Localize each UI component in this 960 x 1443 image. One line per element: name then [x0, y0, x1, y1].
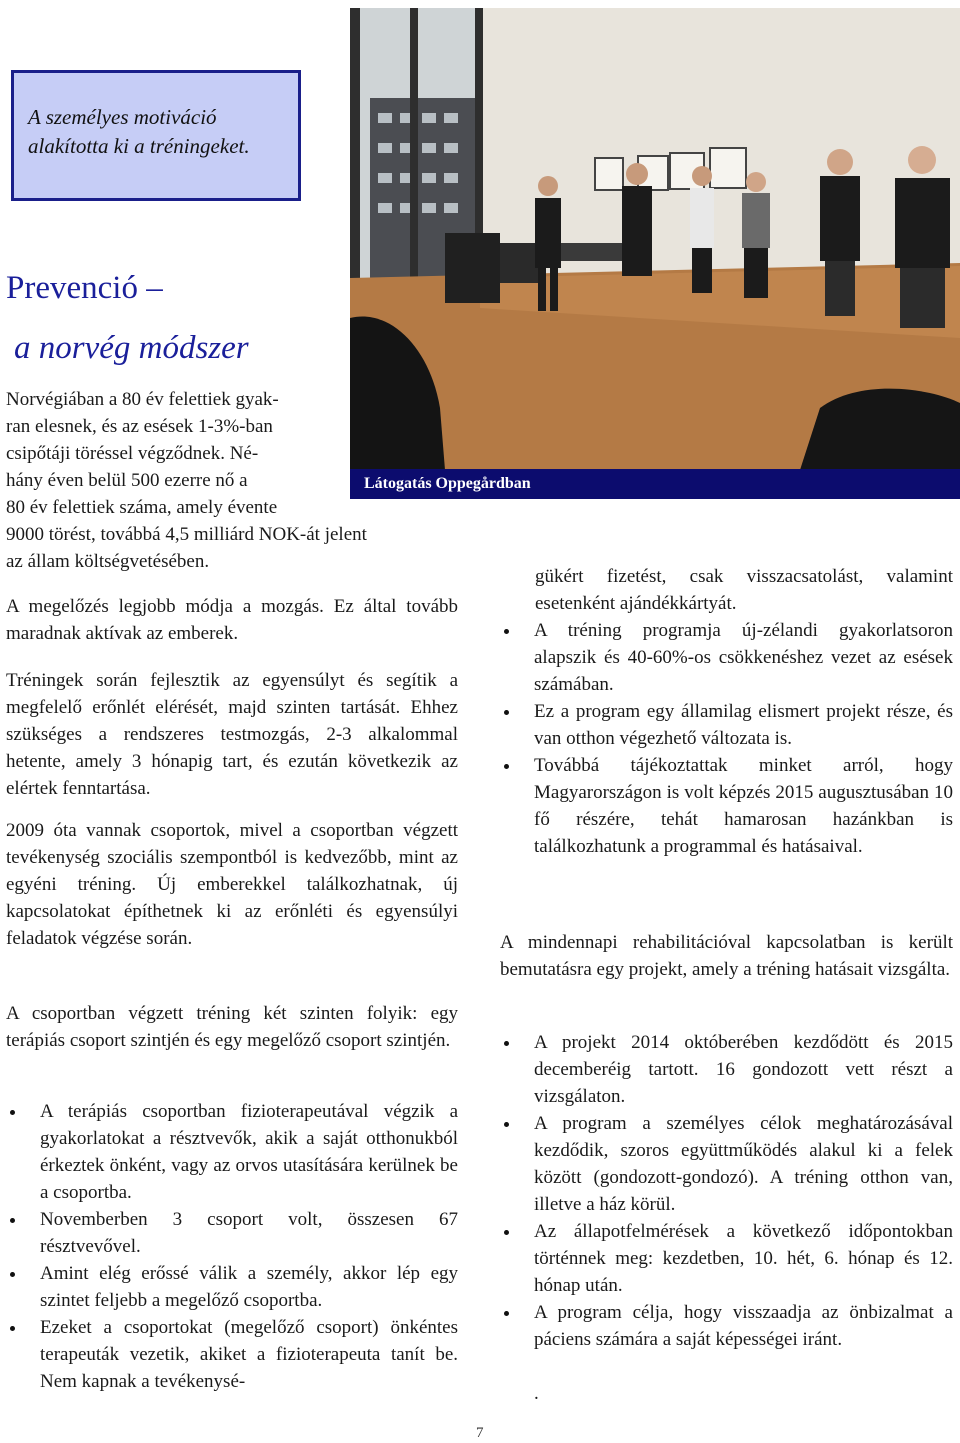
intro-line-4: hány éven belül 500 ezerre nő a: [6, 470, 248, 491]
photo-visit-oppegard: [350, 8, 960, 470]
list-item: Novemberben 3 csoport volt, összesen 67 résztvevővel.: [6, 1206, 458, 1260]
paragraph-two-levels: A csoportban végzett tréning két szinten folyik: egy terápiás csoport szintjén és egy megelőző csoport szintjén.: [6, 1003, 458, 1051]
intro-line-6: 9000 törést, továbbá 4,5 milliárd NOK-át jelent: [6, 524, 367, 545]
right-bullet-list-1: [500, 617, 953, 860]
paragraph-groups-since-2009: 2009 óta vannak csoportok, mivel a csoportban végzett tevékenység szociális szempontból is kedvezőbb, mint az egyéni tréning. Új emberekkel találkozhatnak, új kapcsolatokat építhetnek ki az erőnléti és egyensúlyi feladatok végzése során.: [6, 820, 458, 949]
list-item: Ezeket a csoportokat (megelőző csoport) önkéntes terapeuták vezetik, akiket a fizioterapeuta tanít be. Nem kapnak a tevékenysé-: [6, 1314, 458, 1395]
left-bullet-list: [6, 1098, 458, 1395]
list-item: Ez a program egy államilag elismert projekt része, és van otthon végezhető változata is.: [500, 698, 953, 752]
photo-caption: Látogatás Oppegårdban: [350, 469, 960, 499]
list-item: Az állapotfelmérések a következő időpontokban történnek meg: kezdetben, 10. hét, 6. hónap és 12. hónap után.: [500, 1218, 953, 1299]
intro-line-5: 80 év felettiek száma, amely évente: [6, 497, 278, 518]
list-item: A program a személyes célok meghatározásával kezdődik, szoros együttműködés alakul ki a felek között (gondozott-gondozó). A tréning otthon van, illetve a ház körül.: [500, 1110, 953, 1218]
article-title: Prevenció –: [6, 270, 163, 306]
list-item: Amint elég erőssé válik a személy, akkor lép egy szintet feljebb a megelőző csoportba.: [6, 1260, 458, 1314]
paragraph-prevention-method: A megelőzés legjobb módja a mozgás. Ez által tovább maradnak aktívak az emberek.: [6, 596, 458, 644]
pull-quote-box: [11, 70, 301, 201]
trailing-dot: .: [534, 1383, 539, 1404]
article-subtitle: a norvég módszer: [14, 330, 249, 366]
intro-line-1: Norvégiában a 80 év felettiek gyak-: [6, 389, 279, 410]
paragraph-training-goals: Tréningek során fejlesztik az egyensúlyt és segítik a megfelelő erőnlét elérését, majd szinten tartását. Ehhez szükséges a rendszeres testmozgás, 2-3 alkalommal hetente, amely 3 hónapig tart, és ezután következik az elértek fenntartása.: [6, 670, 458, 799]
intro-line-2: ran elesnek, és az esések 1-3%-ban: [6, 416, 273, 437]
list-item: Továbbá tájékoztattak minket arról, hogy Magyarországon is volt képzés 2015 augusztusában 10 fő részére, tehát hamarosan hazánkban is találkozhatunk a programmal és hatásaival.: [500, 752, 953, 860]
intro-line-3: csipőtáji töréssel végződnek. Né-: [6, 443, 259, 464]
pull-quote-text: A személyes motiváció alakította ki a tréningeket.: [28, 105, 250, 158]
list-item: A tréning programja új-zélandi gyakorlatsoron alapszik és 40-60%-os csökkenéshez vezet az esések számában.: [500, 617, 953, 698]
intro-paragraph: [6, 386, 367, 575]
continuation-paragraph: gükért fizetést, csak visszacsatolást, valamint esetenként ajándékkártyát.: [535, 566, 953, 614]
list-item: A projekt 2014 októberében kezdődött és 2015 decemberéig tartott. 16 gondozott vett részt a vizsgálaton.: [500, 1029, 953, 1110]
list-item: A terápiás csoportban fizioterapeutával végzik a gyakorlatokat a résztvevők, akik a saját otthonukból érkeztek önként, vagy az orvos utasítására kerülnek be a csoportba.: [6, 1098, 458, 1206]
page-number: 7: [476, 1425, 484, 1441]
right-bullet-list-2: [500, 1029, 953, 1353]
list-item: A program célja, hogy visszaadja az önbizalmat a páciens számára a saját képességei iránt.: [500, 1299, 953, 1353]
intro-line-7: az állam költségvetésében.: [6, 551, 210, 572]
paragraph-rehabilitation-project: A mindennapi rehabilitációval kapcsolatban is került bemutatásra egy projekt, amely a tréning hatásait vizsgálta.: [500, 932, 953, 980]
